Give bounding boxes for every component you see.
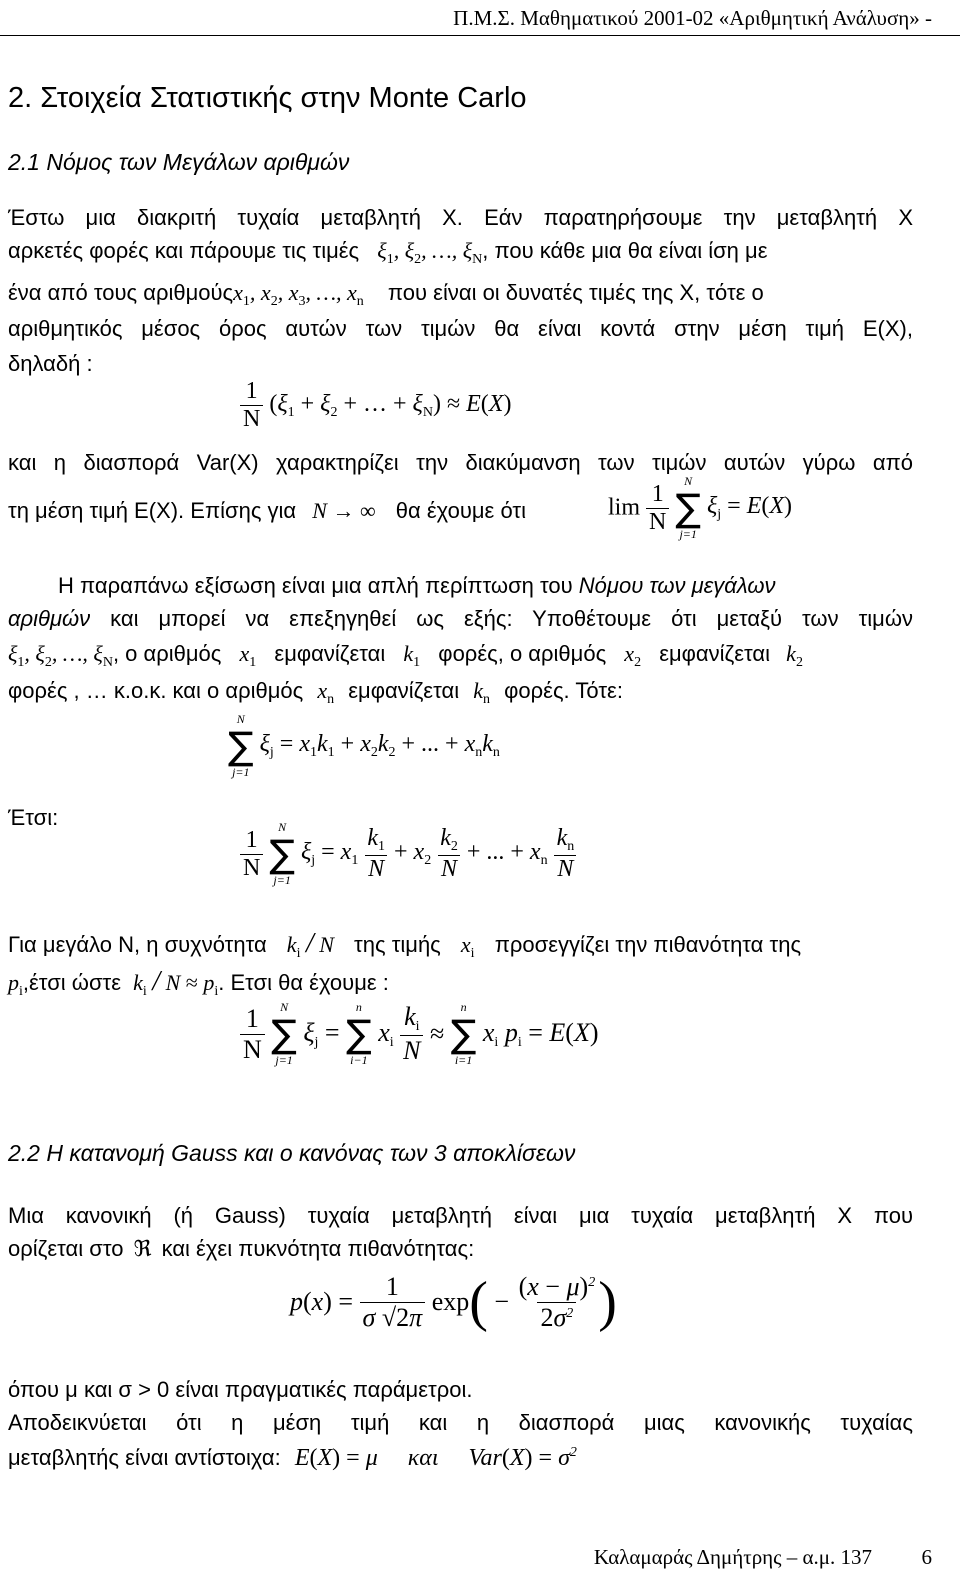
p5-line1: Μια κανονική (ή Gauss) τυχαία μεταβλητή είναι μια τυχαία μεταβλητή Χ που [8, 1203, 913, 1228]
etsi-label: Έτσι: [8, 805, 59, 830]
p3-line4-text-a: φορές , … κ.ο.κ. και ο αριθμός [8, 678, 304, 703]
p3-line2 [8, 608, 913, 630]
p3-line4-text-c: φορές. Τότε: [504, 678, 623, 703]
p6-line2: Αποδεικνύεται ότι η μέση τιμή και η διασπορά μιας κανονικής τυχαίας [8, 1410, 913, 1435]
p1-line3 [8, 282, 764, 309]
xi-sequence: $\xi_1$, $\xi_2$, …, $\xi_N$ [377, 238, 483, 267]
section-title: 2. Στοιχεία Στατιστικής στην Monte Carlo [8, 82, 527, 114]
law-name-part1: Νόμου των μεγάλων [578, 573, 776, 598]
p4-line1-text-c: προσεγγίζει την πιθανότητα της [494, 932, 802, 957]
sum-equation: N ∑ j=1 $\xi_j = x_1k_1 + x_2k_2$ + ... + $x_nk_n$ [228, 712, 500, 779]
p5-line2 [8, 1238, 474, 1261]
mean-sum-equation: $\frac{1}{N}$ N ∑ j=1 $\xi_j = x_1$ $\frac{k_1}{N}$ + $x_2$ $\frac{k_2}{N}$ + ... + $x_n$ $\frac{k_n}{N}$ [240, 820, 577, 888]
n-to-infinity: N → ∞ [312, 498, 376, 523]
p6-line3-text: μεταβλητής είναι αντίστοιχα: [8, 1445, 281, 1470]
p5-line2-text-a: ορίζεται στο [8, 1236, 124, 1261]
p3-line1-text-a: Η παραπάνω εξίσωση είναι μια απλή περίπτωση του [58, 573, 573, 598]
p4-line2: $p_i,έ\tau\sigma\iota$ ώστε $k_i / N \approx p_i$. Ετσι θα έχουμε : [8, 966, 389, 999]
page-header: Π.Μ.Σ. Μαθηματικού 2001-02 «Αριθμητική Ανάλυση» - [453, 6, 932, 30]
real-numbers-symbol: ℜ [133, 1237, 152, 1262]
footer-author: Καλαμαράς Δημήτρης – α.μ. 137 [593, 1545, 872, 1569]
p1-line2 [8, 240, 768, 267]
p3-line3-text-c: φορές, ο αριθμός [438, 641, 607, 666]
p3-line2-text: και μπορεί να επεξηγηθεί ως εξής: Υποθέτουμε ότι μεταξύ των τιμών [110, 606, 913, 631]
p3-line3-text-d: εμφανίζεται [659, 641, 771, 666]
p1-line3-text-a: ένα από τους αριθμούς [8, 280, 234, 305]
p1-line4: αριθμητικός μέσος όρος αυτών των τιμών θα είναι κοντά στην μέση τιμή Ε(Χ), [8, 316, 913, 341]
p3-line4: φορές , … κ.ο.κ. και ο αριθμός $x_n$ εμφανίζεται $k_n$ φορές. Τότε: [8, 678, 623, 707]
expectation-equation: $\frac{1}{N}$ N ∑ j=1 $\xi_j$ = n ∑ i−1 $x_i$ $\frac{k_i}{N}$ ≈ n ∑ i=1 $x_i$ $p_i = E(X)$ [240, 1000, 599, 1068]
p1-line1: Έστω μια διακριτή τυχαία μεταβλητή Χ. Εάν παρατηρήσουμε την μεταβλητή Χ [8, 205, 913, 230]
p2-line1: και η διασπορά Var(X) χαρακτηρίζει την διακύμανση των τιμών αυτών γύρω από [8, 450, 913, 475]
p4-line1-text-a: Για μεγάλο Ν, η συχνότητα [8, 932, 267, 957]
gaussian-density-equation: p(x) = $\frac{1}{\sigma √2\pi}$ exp( − $\frac{(x - \mu)^2}{2\sigma^2}$ ) [290, 1271, 617, 1333]
page-number: 6 [921, 1545, 932, 1569]
p4-line1: Για μεγάλο Ν, η συχνότητα $k_i$ / N της τιμής $x_i$ προσεγγίζει την πιθανότητα της [8, 928, 802, 961]
header-rule [0, 35, 960, 36]
p2-line2-text-a: τη μέση τιμή Ε(Χ). Επίσης για [8, 498, 297, 523]
p1-line5: δηλαδή : [8, 351, 93, 376]
mean-approx-equation: $\frac{1}{N}$ ($\xi_1 + \xi_2$ + … + $\xi_N) \approx E(X)$ [240, 378, 511, 433]
p6-line1: όπου μ και σ > 0 είναι πραγματικές παράμετροι. [8, 1377, 473, 1402]
p3-line4-text-b: εμφανίζεται [348, 678, 460, 703]
p3-line1 [58, 575, 776, 597]
law-large-numbers-limit: lim $\frac{1}{N}$ N ∑ j=1 $\xi_j = E(X)$ [608, 474, 793, 541]
subsection-title-1: 2.1 Νόμος των Μεγάλων αριθμών [8, 149, 350, 175]
p2-line2-text-b: θα έχουμε ότι [395, 498, 526, 523]
p4-line2-text-a: ,έτσι ώστε [22, 970, 122, 995]
p4-line2-text-b: . Ετσι θα έχουμε : [218, 970, 389, 995]
p3-line3-text-b: εμφανίζεται [274, 641, 386, 666]
p4-line1-text-b: της τιμής [354, 932, 441, 957]
x-sequence: $x_1$, $x_2$, $x_3$, …, $x_n$ [233, 280, 364, 309]
law-name-part2: αριθμών [8, 606, 91, 631]
p1-line2-text-a: αρκετές φορές και πάρουμε τις τιμές [8, 238, 360, 263]
p3-line3-text-a: , ο αριθμός [112, 641, 222, 666]
p6-line3: μεταβλητής είναι αντίστοιχα: E(X) = μ και $Var(X) = \sigma^2$ [8, 1445, 577, 1471]
p1-line2-text-b: , που κάθε μια θα είναι ίση με [482, 238, 768, 263]
subsection-title-2: 2.2 Η κατανομή Gauss και ο κανόνας των 3 αποκλίσεων [8, 1140, 576, 1166]
p1-line3-text-b: που είναι οι δυνατές τιμές της Χ, τότε ο [387, 280, 764, 305]
p2-line2 [8, 500, 526, 522]
p3-line3: $\xi_1$, $\xi_2$, …, $\xi_N$, ο αριθμός $x_1$ εμφανίζεται $k_1$ φορές, ο αριθμός $x_2$ εμφανίζεται $k_2$ [8, 641, 803, 670]
p5-line2-text-b: και έχει πυκνότητα πιθανότητας: [161, 1236, 475, 1261]
